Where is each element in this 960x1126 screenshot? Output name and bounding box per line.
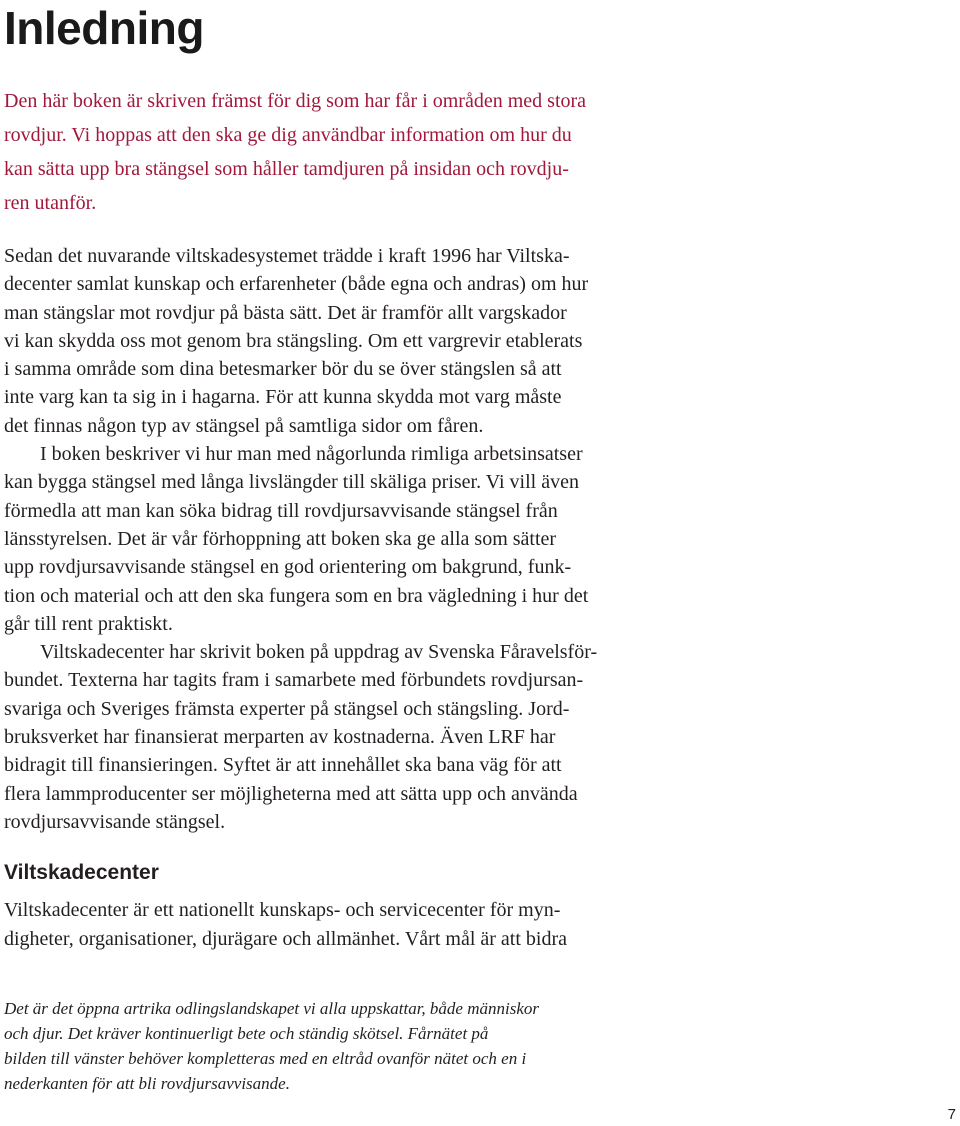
page-number: 7 xyxy=(947,1106,956,1123)
body-line: inte varg kan ta sig in i hagarna. För att kunna skydda mot varg måste xyxy=(4,386,562,409)
body-text xyxy=(4,242,704,836)
intro-line: rovdjur. Vi hoppas att den ska ge dig användbar information om hur du xyxy=(4,124,572,146)
body-line: vi kan skydda oss mot genom bra stängsling. Om ett vargrevir etablerats xyxy=(4,329,583,352)
body-line: tion och material och att den ska fungera som en bra vägledning i hur det xyxy=(4,584,589,607)
body-line: förmedla att man kan söka bidrag till rovdjursavvisande stängsel från xyxy=(4,499,558,522)
section-heading: Viltskadecenter xyxy=(4,861,159,884)
intro-paragraph xyxy=(4,84,704,220)
image-caption xyxy=(4,996,704,1096)
intro-line: Den här boken är skriven främst för dig som har får i områden med stora xyxy=(4,90,587,112)
section-line: digheter, organisationer, djurägare och allmänhet. Vårt mål är att bidra xyxy=(4,927,567,950)
body-line: kan bygga stängsel med långa livslängder till skäliga priser. Vi vill även xyxy=(4,471,579,494)
caption-line: bilden till vänster behöver kompletteras med en eltråd ovanför nätet och en i xyxy=(4,1049,527,1068)
intro-line: ren utanför. xyxy=(4,192,97,214)
caption-line: Det är det öppna artrika odlingslandskapet vi alla uppskattar, både människor xyxy=(4,999,539,1018)
intro-line: kan sätta upp bra stängsel som håller tamdjuren på insidan och rovdju- xyxy=(4,158,569,180)
section-text xyxy=(4,896,704,953)
body-line: i samma område som dina betesmarker bör du se över stängslen så att xyxy=(4,358,562,381)
body-line: man stängslar mot rovdjur på bästa sätt. Det är framför allt vargskador xyxy=(4,301,567,324)
body-line: decenter samlat kunskap och erfarenheter (både egna och andras) om hur xyxy=(4,273,589,296)
section-line: Viltskadecenter är ett nationellt kunskaps- och servicecenter för myn- xyxy=(4,899,561,921)
body-line: svariga och Sveriges främsta experter på stängsel och stängsling. Jord- xyxy=(4,697,570,720)
caption-line: och djur. Det kräver kontinuerligt bete och ständig skötsel. Fårnätet på xyxy=(4,1024,489,1043)
body-line: bidragit till finansieringen. Syftet är att innehållet ska bana väg för att xyxy=(4,754,562,777)
body-line: I boken beskriver vi hur man med någorlunda rimliga arbetsinsatser xyxy=(40,443,583,466)
body-line: länsstyrelsen. Det är vår förhoppning att boken ska ge alla som sätter xyxy=(4,527,557,550)
body-line: Viltskadecenter har skrivit boken på uppdrag av Svenska Fåravelsför- xyxy=(40,641,598,664)
body-line: flera lammproducenter ser möjligheterna med att sätta upp och använda xyxy=(4,782,578,805)
body-line: bundet. Texterna har tagits fram i samarbete med förbundets rovdjursan- xyxy=(4,669,584,692)
caption-line: nederkanten för att bli rovdjursavvisande. xyxy=(4,1074,290,1093)
body-line: upp rovdjursavvisande stängsel en god orientering om bakgrund, funk- xyxy=(4,556,572,579)
body-line: bruksverket har finansierat merparten av kostnaderna. Även LRF har xyxy=(4,726,556,749)
body-line: går till rent praktiskt. xyxy=(4,612,173,635)
page-title: Inledning xyxy=(4,2,204,54)
body-line: det finnas någon typ av stängsel på samtliga sidor om fåren. xyxy=(4,414,484,437)
body-line: rovdjursavvisande stängsel. xyxy=(4,810,226,833)
body-line: Sedan det nuvarande viltskadesystemet trädde i kraft 1996 har Viltska- xyxy=(4,245,570,267)
